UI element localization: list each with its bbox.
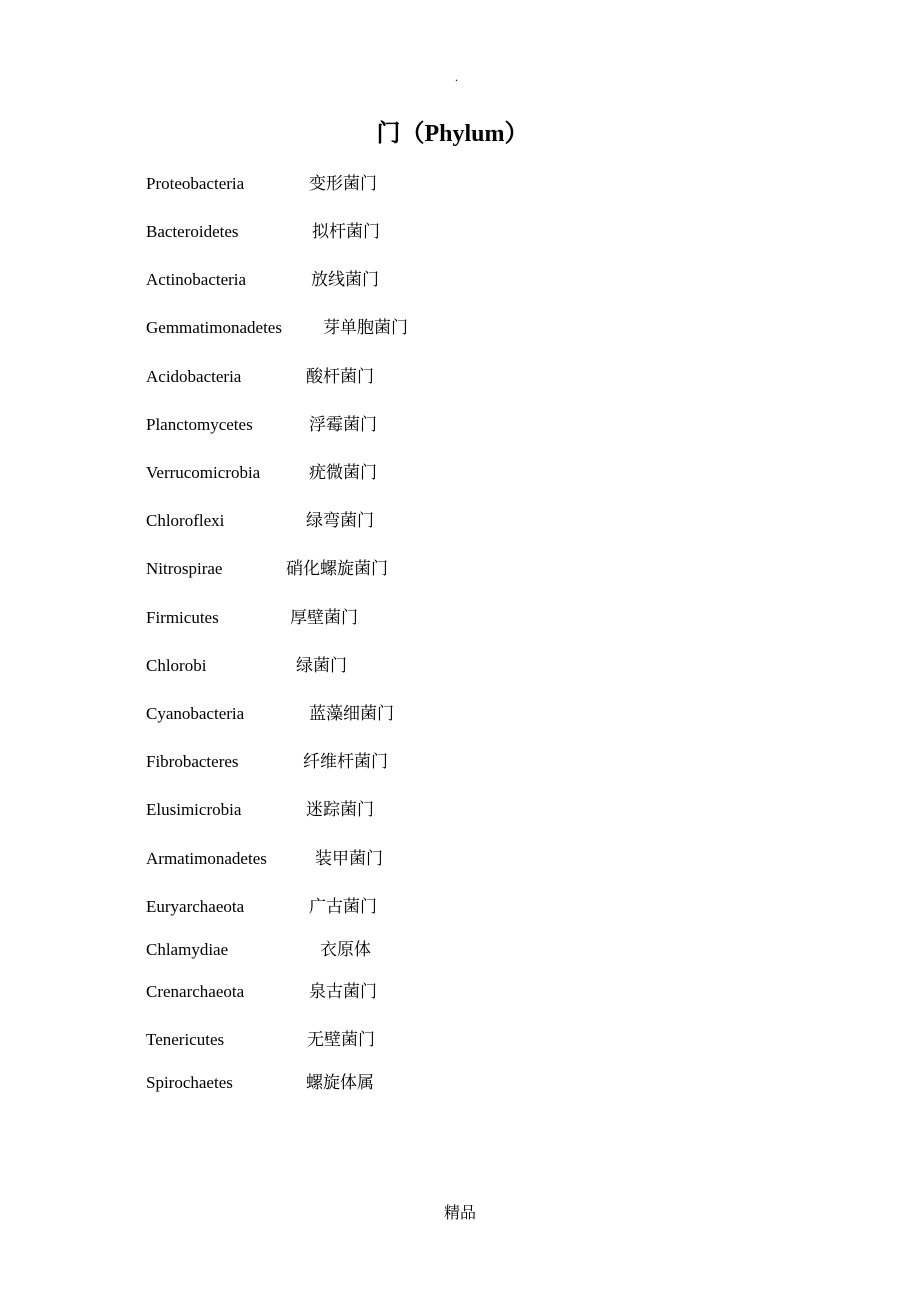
phylum-chinese-name: 衣原体: [320, 940, 371, 959]
phylum-chinese-name: 绿菌门: [296, 656, 347, 675]
phylum-latin-name: Chlorobi: [146, 656, 207, 675]
phylum-chinese-name: 变形菌门: [309, 174, 377, 193]
page-title: 门（Phylum）: [376, 121, 529, 147]
phylum-chinese-name: 硝化螺旋菌门: [286, 559, 388, 578]
phylum-chinese-name: 纤维杆菌门: [303, 752, 388, 771]
phylum-chinese-name: 螺旋体属: [306, 1073, 374, 1092]
phylum-latin-name: Verrucomicrobia: [146, 463, 261, 482]
phylum-latin-name: Spirochaetes: [146, 1073, 233, 1092]
page-footer: 精品: [443, 1205, 476, 1222]
phylum-latin-name: Actinobacteria: [146, 270, 247, 289]
phylum-chinese-name: 厚壁菌门: [290, 608, 358, 627]
phylum-chinese-name: 泉古菌门: [309, 982, 377, 1001]
phylum-chinese-name: 装甲菌门: [315, 849, 383, 868]
phylum-latin-name: Chloroflexi: [146, 511, 225, 530]
phylum-latin-name: Armatimonadetes: [146, 849, 267, 868]
phylum-latin-name: Cyanobacteria: [146, 704, 245, 723]
phylum-latin-name: Tenericutes: [146, 1030, 225, 1049]
phylum-chinese-name: 绿弯菌门: [306, 511, 374, 530]
phylum-latin-name: Bacteroidetes: [146, 222, 239, 241]
phylum-chinese-name: 浮霉菌门: [309, 415, 377, 434]
phylum-latin-name: Chlamydiae: [146, 940, 229, 959]
phylum-chinese-name: 广古菌门: [309, 897, 377, 916]
phylum-latin-name: Firmicutes: [146, 608, 219, 627]
phylum-latin-name: Crenarchaeota: [146, 982, 245, 1001]
phylum-latin-name: Planctomycetes: [146, 415, 253, 434]
phylum-chinese-name: 疣微菌门: [309, 463, 377, 482]
header-mark: .: [455, 70, 458, 84]
phylum-chinese-name: 迷踪菌门: [306, 800, 374, 819]
phylum-latin-name: Fibrobacteres: [146, 752, 239, 771]
phylum-chinese-name: 酸杆菌门: [306, 367, 374, 386]
phylum-latin-name: Acidobacteria: [146, 367, 242, 386]
phylum-latin-name: Gemmatimonadetes: [146, 318, 282, 337]
phylum-chinese-name: 芽单胞菌门: [323, 318, 408, 337]
phylum-chinese-name: 拟杆菌门: [312, 222, 380, 241]
phylum-chinese-name: 无壁菌门: [307, 1030, 375, 1049]
phylum-latin-name: Elusimicrobia: [146, 800, 242, 819]
phylum-latin-name: Nitrospirae: [146, 559, 223, 578]
phylum-chinese-name: 放线菌门: [311, 270, 379, 289]
phylum-latin-name: Euryarchaeota: [146, 897, 245, 916]
phylum-chinese-name: 蓝藻细菌门: [309, 704, 394, 723]
phylum-latin-name: Proteobacteria: [146, 174, 245, 193]
